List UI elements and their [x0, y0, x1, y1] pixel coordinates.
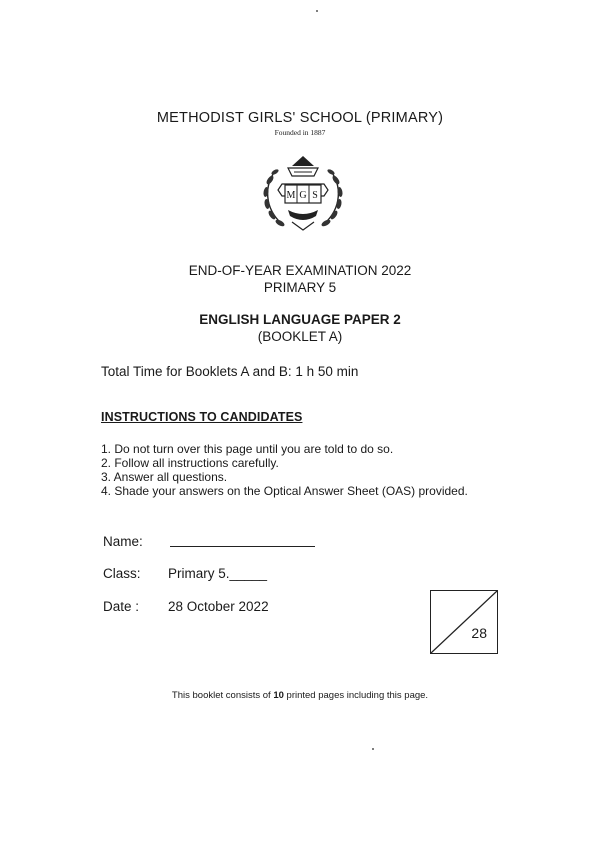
score-total: 28	[471, 625, 487, 641]
instruction-item: 4. Shade your answers on the Optical Answer Sheet (OAS) provided.	[101, 484, 468, 498]
crest-letter-m: M	[286, 190, 296, 201]
school-crest-logo	[258, 150, 348, 235]
score-box	[430, 590, 498, 654]
name-label: Name:	[103, 534, 143, 549]
footer-page-count: 10	[273, 690, 284, 701]
date-label: Date :	[103, 599, 140, 614]
founded-year: Founded in 1887	[274, 128, 326, 137]
paper-title: ENGLISH LANGUAGE PAPER 2	[199, 312, 401, 327]
instruction-item: 3. Answer all questions.	[101, 470, 228, 484]
crest-letter-g: G	[299, 190, 307, 201]
footer-pre: This booklet consists of	[171, 690, 274, 701]
instruction-item: 2. Follow all instructions carefully.	[101, 456, 279, 470]
instruction-item: 1. Do not turn over this page until you are told to do so.	[101, 442, 394, 456]
footer-post: printed pages including this page.	[283, 690, 429, 701]
paper-heading	[0, 311, 600, 345]
crest-letter-s: S	[312, 190, 318, 201]
class-label: Class:	[103, 566, 141, 581]
school-name: METHODIST GIRLS' SCHOOL (PRIMARY)	[156, 110, 444, 126]
exam-title: END-OF-YEAR EXAMINATION 2022	[188, 263, 412, 278]
instructions-heading: INSTRUCTIONS TO CANDIDATES	[101, 410, 303, 424]
exam-heading	[0, 262, 600, 296]
exam-level: PRIMARY 5	[263, 280, 337, 295]
paper-booklet: (BOOKLET A)	[257, 329, 343, 344]
class-value: Primary 5._____	[168, 566, 268, 581]
instructions-list	[101, 442, 468, 498]
name-field[interactable]	[170, 546, 315, 547]
score-diagonal	[431, 591, 497, 653]
scan-speck	[372, 748, 374, 750]
total-time: Total Time for Booklets A and B: 1 h 50 min	[101, 364, 359, 379]
page-count-note	[0, 690, 600, 701]
scan-speck	[316, 10, 318, 12]
date-value: 28 October 2022	[168, 599, 269, 614]
